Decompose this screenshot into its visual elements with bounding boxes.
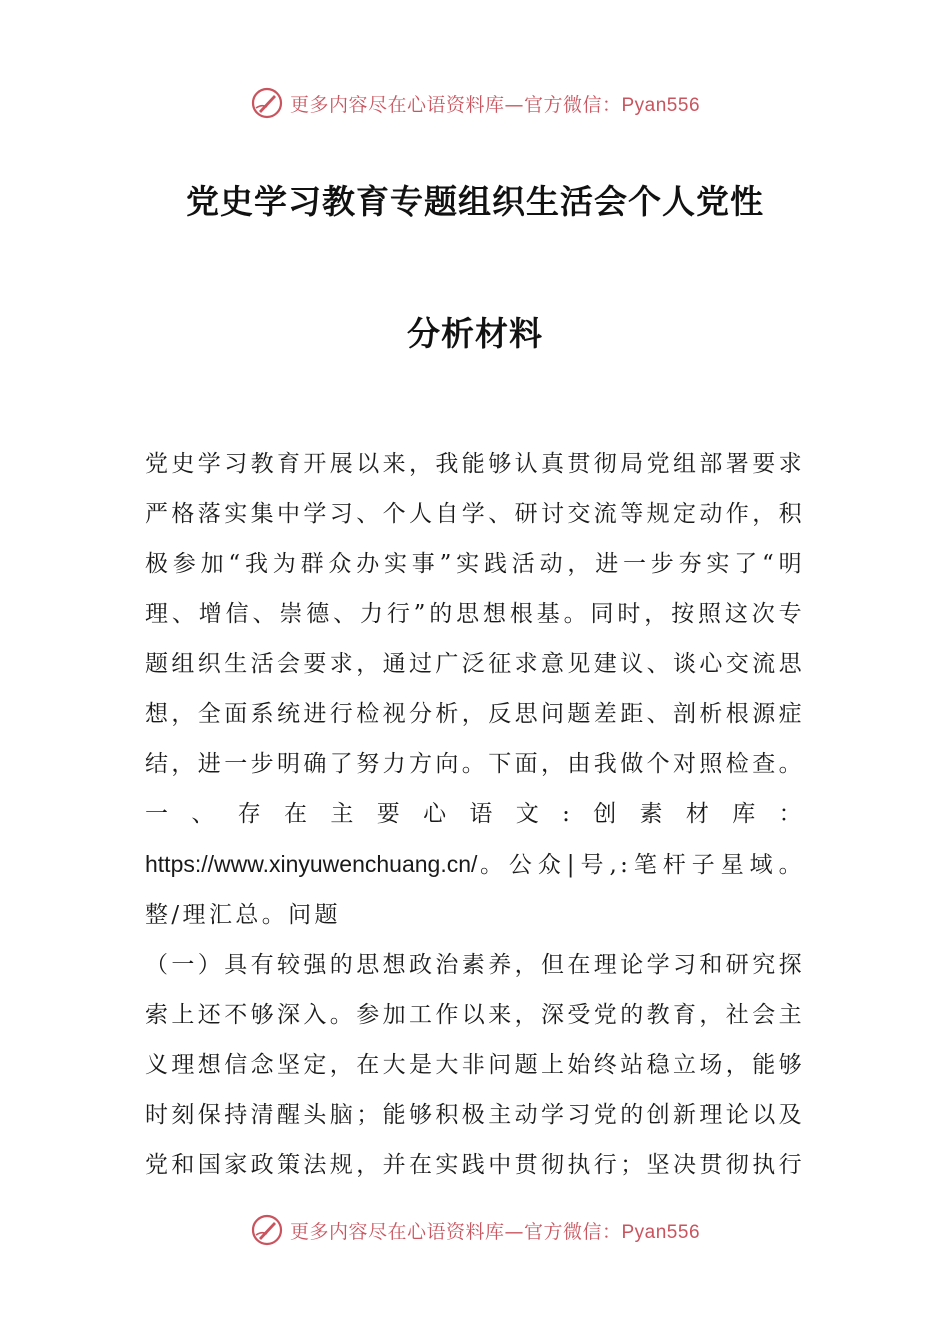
quill-pen-logo-icon [250, 1213, 284, 1247]
footer-banner [0, 1208, 950, 1252]
header-banner [0, 81, 950, 125]
source-url: https://www.xinyuwenchuang.cn/ [145, 851, 478, 877]
body-paragraph-intro: 党史学习教育开展以来，我能够认真贯彻局党组部署要求严格落实集中学习、个人自学、研讨交流等规定动作，积极参加“我为群众办实事”实践活动，进一步夯实了“明理、增信、崇德、力行”的思想根基。同时，按照这次专题组织生活会要求，通过广泛征求意见建议、谈心交流思想，全面系统进行检视分析，反思问题差距、剖析根源症结，进一步明确了努力方向。下面，由我做个对照检查。 [145, 451, 805, 777]
quill-pen-logo-icon [250, 86, 284, 120]
banner-text: 更多内容尽在心语资料库—官方微信：Pyan556 [289, 1220, 701, 1243]
body-paragraph-1: （一）具有较强的思想政治素养，但在理论学习和研究探索上还不够深入。参加工作以来，深受党的教育，社会主义理想信念坚定，在大是大非问题上始终站稳立场，能够时刻保持清醒头脑；能够积极主动学习党的创新理论以及党和国家政策法规，并在实践中贯彻执行；坚决贯彻执行 [145, 952, 805, 1178]
section-heading-1: 一、存在主要心语文:创素材库：https://www.xinyuwenchuang.cn/。公众|号,:笔杆子星域。整/理汇总。问题 [145, 801, 805, 928]
document-title-line-2: 分析材料 [407, 314, 543, 353]
document-body [145, 439, 805, 1190]
banner-text: 更多内容尽在心语资料库—官方微信：Pyan556 [289, 93, 701, 116]
document-title-line-1: 党史学习教育专题组织生活会个人党性 [186, 182, 764, 221]
